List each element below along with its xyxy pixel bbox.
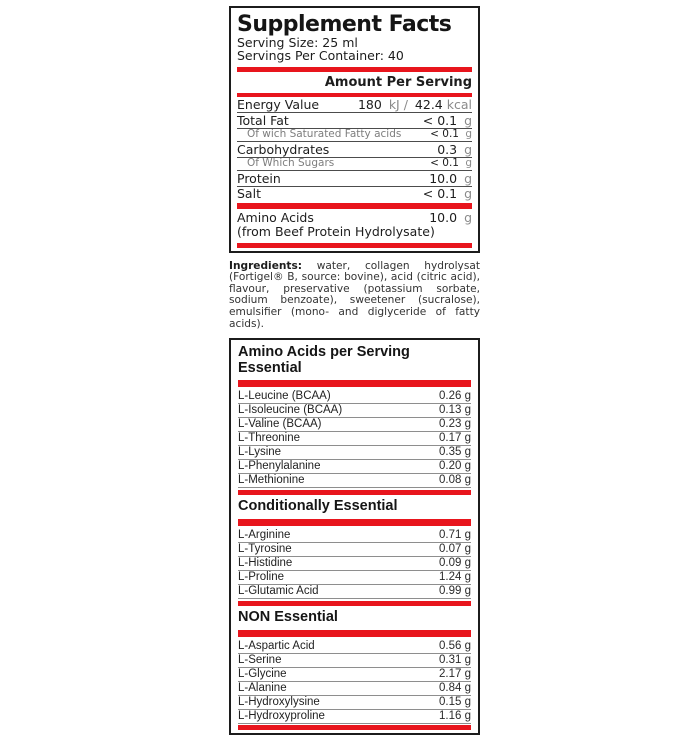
amino-label: L-Valine (BCAA) (238, 418, 322, 431)
amino-label: L-Tyrosine (238, 543, 292, 556)
amino-value: 0.15 g (439, 696, 471, 709)
nutrient-label: Energy Value (237, 97, 320, 113)
amino-acids-panel (229, 338, 480, 735)
servings-per-container: Servings Per Container: 40 (237, 47, 404, 63)
table-row (238, 696, 471, 710)
table-row (238, 557, 471, 571)
table-row (238, 668, 471, 682)
section-title: NON Essential (238, 609, 338, 626)
amino-label: L-Isoleucine (BCAA) (238, 404, 343, 417)
amino-value: 0.31 g (439, 654, 471, 667)
amino-value: 1.16 g (439, 710, 471, 723)
amino-label: L-Serine (238, 654, 282, 667)
nutrient-label: Salt (237, 186, 261, 202)
table-row (238, 654, 471, 668)
table-row (238, 640, 471, 654)
table-row (238, 571, 471, 585)
amino-value: 0.09 g (439, 557, 471, 570)
table-subrow (237, 128, 472, 142)
amino-label: L-Hydroxylysine (238, 696, 320, 709)
table-row (237, 98, 472, 113)
nutrient-label: Total Fat (237, 112, 289, 128)
nutrient-label: Of wich Saturated Fatty acids (247, 128, 402, 141)
nutrient-value: 10.0 g (429, 170, 472, 186)
divider-bar (238, 601, 471, 606)
amino-value: 0.08 g (439, 474, 471, 487)
table-row (238, 682, 471, 696)
table-row (238, 418, 471, 432)
table-row (238, 446, 471, 460)
table-row (238, 404, 471, 418)
divider-bar (237, 67, 472, 72)
amino-value: 0.17 g (439, 432, 471, 445)
amino-label: L-Histidine (238, 557, 293, 570)
table-row (238, 432, 471, 446)
amino-label: L-Leucine (BCAA) (238, 390, 331, 403)
amino-panel-heading (238, 344, 471, 376)
amino-acids-source: (from Beef Protein Hydrolysate) (237, 223, 435, 239)
amino-value: 0.20 g (439, 460, 471, 473)
nutrient-label: Carbohydrates (237, 141, 330, 157)
amino-value: 0.35 g (439, 446, 471, 459)
ingredients-label: Ingredients: (229, 259, 303, 272)
amino-value: 0.07 g (439, 543, 471, 556)
divider-bar (238, 630, 471, 637)
table-row (238, 390, 471, 404)
amino-value: 0.84 g (439, 682, 471, 695)
amino-value: 0.99 g (439, 585, 471, 598)
table-row (237, 112, 472, 128)
amino-label: L-Alanine (238, 682, 287, 695)
table-row (238, 474, 471, 488)
amino-panel-heading-line1: Amino Acids per Serving (238, 344, 410, 361)
amount-per-serving-heading: Amount Per Serving (324, 74, 472, 90)
nutrient-value: 10.0 g (429, 209, 472, 225)
table-row (238, 460, 471, 474)
ingredients-text: water, collagen hydrolysat (Fortigel® B, source: bovine), acid (citric acid), flavour, preservative (potassium sorbate, sodium benzoate), sweetener (sucralose), emulsifier (mono- and diglyceride of fatty acids). (229, 259, 480, 330)
nutrient-value: < 0.1 g (422, 186, 472, 202)
amino-panel-heading-line2: Essential (238, 360, 302, 377)
label-column (229, 6, 480, 735)
nutrient-label: Protein (237, 170, 281, 186)
amino-label: L-Methionine (238, 474, 305, 487)
amino-label: L-Hydroxyproline (238, 710, 325, 723)
nutrient-label: Of Which Sugars (247, 157, 335, 170)
amino-acids-row (237, 210, 472, 225)
nutrient-value: 0.3 g (437, 141, 472, 157)
nutrient-value: < 0.1 g (430, 128, 472, 141)
amino-value: 0.13 g (439, 404, 471, 417)
nutrient-label: Amino Acids (237, 209, 314, 225)
table-row (238, 543, 471, 557)
nutrient-value: 180 kJ / 42.4 kcal (357, 97, 472, 113)
amino-value: 1.24 g (439, 571, 471, 584)
amino-label: L-Glycine (238, 668, 287, 681)
panel-title: Supplement Facts (237, 12, 452, 37)
table-row (238, 710, 471, 724)
divider-bar (238, 490, 471, 495)
amino-value: 2.17 g (439, 668, 471, 681)
amino-value: 0.71 g (439, 529, 471, 542)
divider-bar (238, 519, 471, 526)
table-subrow (237, 157, 472, 171)
amino-value: 0.56 g (439, 640, 471, 653)
supplement-facts-panel (229, 6, 480, 253)
amino-label: L-Glutamic Acid (238, 585, 319, 598)
amino-label: L-Arginine (238, 529, 291, 542)
amino-value: 0.26 g (439, 390, 471, 403)
table-row (237, 170, 472, 186)
section-title: Conditionally Essential (238, 498, 398, 515)
amino-value: 0.23 g (439, 418, 471, 431)
divider-bar (237, 203, 472, 209)
divider-bar (237, 243, 472, 248)
amino-label: L-Aspartic Acid (238, 640, 315, 653)
divider-bar (238, 725, 471, 730)
amino-label: L-Lysine (238, 446, 282, 459)
amino-label: L-Proline (238, 571, 285, 584)
divider-bar (237, 93, 472, 97)
table-row (238, 529, 471, 543)
divider-bar (238, 380, 471, 387)
nutrient-value: < 0.1 g (422, 112, 472, 128)
nutrient-value: < 0.1 g (430, 157, 472, 170)
amino-label: L-Phenylalanine (238, 460, 321, 473)
table-row (238, 585, 471, 599)
ingredients-paragraph (229, 261, 480, 331)
table-row (237, 141, 472, 157)
table-row (237, 186, 472, 202)
serving-size: Serving Size: 25 ml (237, 35, 358, 50)
amino-label: L-Threonine (238, 432, 301, 445)
